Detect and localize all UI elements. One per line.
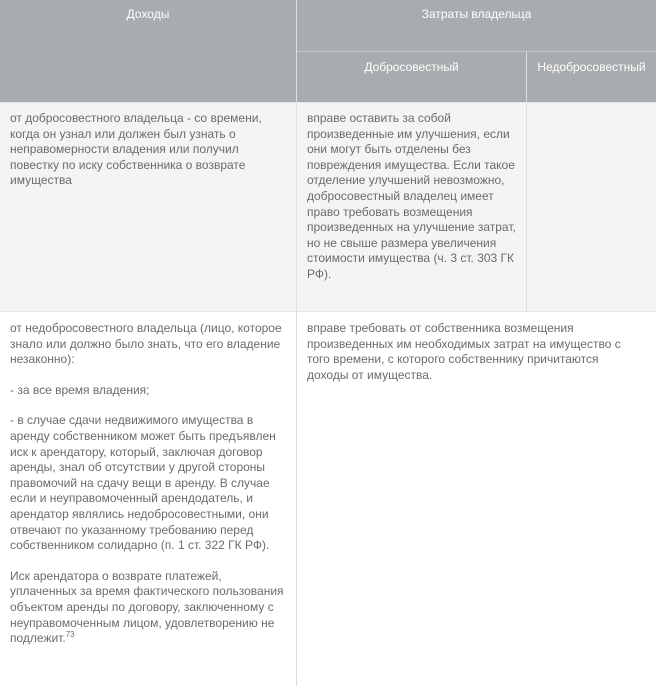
row2-costs-text: вправе требовать от собственника возмещения произведенных им необходимых затрат на имущество с того времени, с которого собственнику причитаются доходы от имущества. [307,321,621,382]
row2-income-paragraph-4 [10,569,288,647]
row1-income-text: от добросовестного владельца - со времени, когда он узнал или должен был узнать о неправомерности владения или получил повестку по иску собственника о возврате имущества [10,111,262,188]
header-bad-faith [527,52,656,102]
grid-line-horizontal-row1 [0,102,656,103]
row2-income-paragraph-2: - за все время владения; [10,382,150,397]
row1-good-faith-text: вправе оставить за собой произведенные им улучшения, если они могут быть отделены без повреждения имущества. Если такое отделение улучшений невозможно, добросовестный владелец имеет право требовать возмещения произведенных на улучшение затрат, но не свыше размера увеличения стоимости имущества (ч. 3 ст. 303 ГК РФ). [307,111,516,281]
header-bad-faith-label: Недобросовестный [537,60,646,74]
row1-bad-faith-cell [527,103,656,311]
grid-line-horizontal-header [297,51,656,52]
header-good-faith-label: Добросовестный [364,60,459,74]
row2-costs-cell [297,312,656,686]
header-owner-costs [297,0,656,51]
row2-income-paragraph-4-text: Иск арендатора о возврате платежей, уплаченных за время фактического пользования объектом аренды по договору, заключенному с неуправомоченным лицом, удовлетворению не подлежит. [10,568,284,646]
header-income-label: Доходы [126,7,170,21]
row1-good-faith-cell [297,103,526,311]
row2-income-cell [0,312,296,686]
footnote-ref[interactable]: 73 [65,630,75,640]
row1-income-cell [0,103,296,311]
header-owner-costs-label: Затраты владельца [421,7,532,21]
row2-income-paragraph-3: - в случае сдачи недвижимого имущества в аренду собственником может быть предъявлен иск к арендатору, который, заключая договор аренды, знал об отсутствии у другой стороны правомочий на сдачу вещи в аренду. В случае если и неуправомоченный арендодатель, и арендатор являлись недобросовестными, они отвечают по указанному требованию перед собственником солидарно (п. 1 ст. 322 ГК РФ). [10,413,276,553]
header-income [0,0,296,102]
row2-income-paragraph-1: от недобросовестного владельца (лицо, которое знало или должно было знать, что его владение незаконно): [10,321,282,367]
header-good-faith [297,52,526,102]
grid-line-horizontal-row2 [0,311,656,312]
grid-line-vertical-sub [526,52,527,311]
